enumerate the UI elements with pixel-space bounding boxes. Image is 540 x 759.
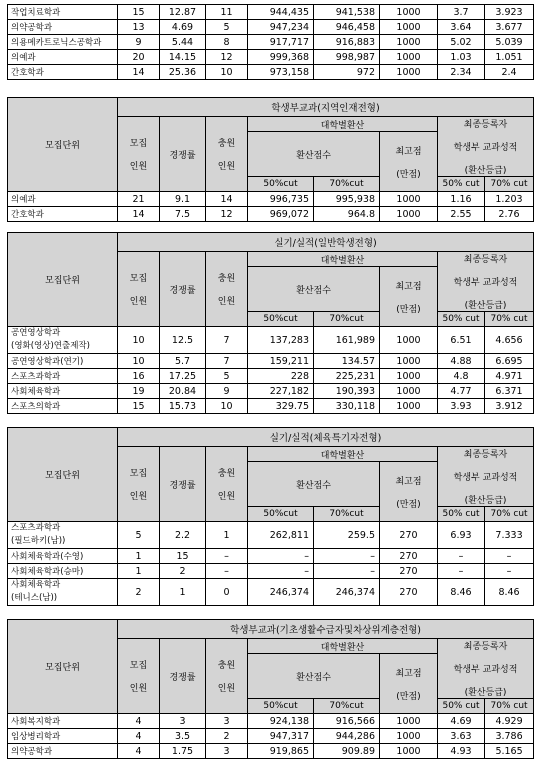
competition-ratio: 4.69 xyxy=(160,20,206,35)
extra-admit: 3 xyxy=(206,714,248,729)
header-max xyxy=(380,132,438,192)
recruit-count: 1 xyxy=(118,549,160,564)
recruit-count: 4 xyxy=(118,729,160,744)
score-cut50: 947,234 xyxy=(248,20,314,35)
score-cut50: 917,717 xyxy=(248,35,314,50)
unit-name: 의예과 xyxy=(8,192,118,207)
recruit-count: 16 xyxy=(118,369,160,384)
grade-cut50: 4.77 xyxy=(438,384,485,399)
header-ratio: 경쟁률 xyxy=(160,447,206,522)
competition-ratio: 17.25 xyxy=(160,369,206,384)
header-final-grade xyxy=(438,447,534,507)
table-row xyxy=(8,192,534,207)
unit-name: 임상병리학과 xyxy=(8,729,118,744)
max-score: 1000 xyxy=(380,5,438,20)
score-cut50: 228 xyxy=(248,369,314,384)
header-final: 최종등록자 xyxy=(463,642,508,652)
score-cut50: 947,317 xyxy=(248,729,314,744)
grade-cut50: 3.7 xyxy=(438,5,485,20)
header-cut70: 70%cut xyxy=(314,177,380,192)
score-cut70: 909.89 xyxy=(314,744,380,759)
table-row xyxy=(8,714,534,729)
header-grade-sub: (환산등급) xyxy=(464,301,507,311)
table-row xyxy=(8,369,534,384)
unit-name-cell xyxy=(8,579,118,606)
score-cut70: 259.5 xyxy=(314,522,380,549)
extra-admit: 1 xyxy=(206,522,248,549)
header-max-line1: 최고점 xyxy=(395,281,422,292)
header-grade-sub: (환산등급) xyxy=(464,688,507,698)
grade-cut70: 5.165 xyxy=(485,744,534,759)
competition-ratio: 5.44 xyxy=(160,35,206,50)
header-ratio: 경쟁률 xyxy=(160,117,206,192)
header-unit: 모집단위 xyxy=(8,428,118,522)
max-score: 270 xyxy=(380,522,438,549)
header-score: 환산점수 xyxy=(248,132,380,177)
extra-admit: 7 xyxy=(206,354,248,369)
header-recruit-line2: 인원 xyxy=(129,297,148,307)
header-grade-cut70: 70% cut xyxy=(485,177,534,192)
unit-name: 사회복지학과 xyxy=(8,714,118,729)
header-grade-cut70: 70% cut xyxy=(485,699,534,714)
header-converted: 대학별환산 xyxy=(248,252,438,267)
recruit-count: 4 xyxy=(118,714,160,729)
score-cut50: 999,368 xyxy=(248,50,314,65)
table-row xyxy=(8,20,534,35)
table-row xyxy=(8,579,534,606)
max-score: 1000 xyxy=(380,65,438,80)
header-score: 환산점수 xyxy=(248,267,380,312)
grade-cut70: 5.039 xyxy=(485,35,534,50)
score-cut70: 944,286 xyxy=(314,729,380,744)
grade-cut70: 7.333 xyxy=(485,522,534,549)
max-score: 1000 xyxy=(380,729,438,744)
competition-ratio: 3 xyxy=(160,714,206,729)
grade-cut70: 6.371 xyxy=(485,384,534,399)
recruit-count: 14 xyxy=(118,207,160,222)
max-score: 1000 xyxy=(380,744,438,759)
unit-name: 스포츠의학과 xyxy=(8,399,118,414)
table-row xyxy=(8,729,534,744)
max-score: 1000 xyxy=(380,20,438,35)
competition-ratio: 20.84 xyxy=(160,384,206,399)
recruit-count: 10 xyxy=(118,327,160,354)
extra-admit: 12 xyxy=(206,50,248,65)
table-row xyxy=(8,35,534,50)
extra-admit: 10 xyxy=(206,399,248,414)
unit-name-detail: (영화(영상)연출제작) xyxy=(11,341,90,351)
max-score: 1000 xyxy=(380,207,438,222)
unit-name: 의약공학과 xyxy=(8,744,118,759)
header-recruit-line1: 모집 xyxy=(129,469,148,479)
grade-cut70: 3.912 xyxy=(485,399,534,414)
header-score: 환산점수 xyxy=(248,462,380,507)
max-score: 1000 xyxy=(380,384,438,399)
score-cut50: 919,865 xyxy=(248,744,314,759)
grade-cut50: 4.88 xyxy=(438,354,485,369)
max-score: 1000 xyxy=(380,192,438,207)
score-cut50: 137,283 xyxy=(248,327,314,354)
max-score: 270 xyxy=(380,564,438,579)
recruit-count: 20 xyxy=(118,50,160,65)
header-recruit-line2: 인원 xyxy=(129,492,148,502)
header-ratio: 경쟁률 xyxy=(160,252,206,327)
unit-name: 사회체육학과(수영) xyxy=(8,549,118,564)
extra-admit: 12 xyxy=(206,207,248,222)
section-title: 학생부교과(기초생활수급자및차상위계층전형) xyxy=(118,620,534,639)
recruit-count: 4 xyxy=(118,744,160,759)
score-cut70: 161,989 xyxy=(314,327,380,354)
recruit-count: 15 xyxy=(118,5,160,20)
grade-cut50: 4.93 xyxy=(438,744,485,759)
header-recruit xyxy=(118,639,160,714)
recruit-count: 5 xyxy=(118,522,160,549)
grade-cut70: – xyxy=(485,549,534,564)
header-cut50: 50%cut xyxy=(248,312,314,327)
competition-ratio: 2.2 xyxy=(160,522,206,549)
max-score: 270 xyxy=(380,549,438,564)
header-cut70: 70%cut xyxy=(314,507,380,522)
header-max xyxy=(380,654,438,714)
score-cut70: 964.8 xyxy=(314,207,380,222)
extra-admit: 5 xyxy=(206,369,248,384)
competition-ratio: 1 xyxy=(160,579,206,606)
grade-cut70: 1.051 xyxy=(485,50,534,65)
unit-name-detail: (테니스(남)) xyxy=(11,593,58,603)
header-unit: 모집단위 xyxy=(8,98,118,192)
competition-ratio: 15.73 xyxy=(160,399,206,414)
grade-cut50: 6.51 xyxy=(438,327,485,354)
header-max-line1: 최고점 xyxy=(395,668,422,679)
grade-cut70: 4.929 xyxy=(485,714,534,729)
grade-cut50: 3.64 xyxy=(438,20,485,35)
header-converted: 대학별환산 xyxy=(248,639,438,654)
score-cut70: 998,987 xyxy=(314,50,380,65)
header-max xyxy=(380,267,438,327)
header-grade-sub: (환산등급) xyxy=(464,166,507,176)
unit-name: 작업치료학과 xyxy=(8,5,118,20)
header-grade-cut50: 50% cut xyxy=(438,312,485,327)
unit-name-detail: (필드하키(남)) xyxy=(11,536,66,546)
recruit-count: 2 xyxy=(118,579,160,606)
header-extra-line2: 인원 xyxy=(217,684,236,694)
header-max-line1: 최고점 xyxy=(395,476,422,487)
max-score: 1000 xyxy=(380,50,438,65)
extra-admit: 14 xyxy=(206,192,248,207)
header-unit: 모집단위 xyxy=(8,233,118,327)
grade-cut70: 2.76 xyxy=(485,207,534,222)
grade-cut70: 8.46 xyxy=(485,579,534,606)
extra-admit: 2 xyxy=(206,729,248,744)
header-ratio: 경쟁률 xyxy=(160,639,206,714)
grade-cut70: 1.203 xyxy=(485,192,534,207)
score-cut70: 134.57 xyxy=(314,354,380,369)
header-recruit-line2: 인원 xyxy=(129,162,148,172)
header-grade-cut50: 50% cut xyxy=(438,507,485,522)
extra-admit: – xyxy=(206,564,248,579)
header-final-grade xyxy=(438,639,534,699)
table-row xyxy=(8,744,534,759)
extra-admit: 9 xyxy=(206,384,248,399)
score-cut70: – xyxy=(314,549,380,564)
header-extra xyxy=(206,252,248,327)
score-cut50: 246,374 xyxy=(248,579,314,606)
grade-cut70: – xyxy=(485,564,534,579)
unit-name-cell xyxy=(8,327,118,354)
header-max-line2: (만점) xyxy=(396,169,421,180)
grade-cut70: 3.923 xyxy=(485,5,534,20)
grade-cut50: 1.03 xyxy=(438,50,485,65)
score-cut70: 946,458 xyxy=(314,20,380,35)
header-max-line2: (만점) xyxy=(396,691,421,702)
header-extra-line1: 충원 xyxy=(217,469,236,479)
grade-cut50: 5.02 xyxy=(438,35,485,50)
unit-name: 공연영상학과 xyxy=(11,328,61,338)
grade-cut50: 4.69 xyxy=(438,714,485,729)
table-row xyxy=(8,327,534,354)
recruit-count: 15 xyxy=(118,399,160,414)
header-unit: 모집단위 xyxy=(8,620,118,714)
unit-name: 의예과 xyxy=(8,50,118,65)
score-cut70: 941,538 xyxy=(314,5,380,20)
competition-ratio: 15 xyxy=(160,549,206,564)
grade-cut70: 3.786 xyxy=(485,729,534,744)
header-grade: 학생부 교과성적 xyxy=(453,143,518,153)
table-row xyxy=(8,50,534,65)
header-grade-cut50: 50% cut xyxy=(438,177,485,192)
grade-cut70: 4.656 xyxy=(485,327,534,354)
header-final-grade xyxy=(438,252,534,312)
header-score: 환산점수 xyxy=(248,654,380,699)
header-extra-line1: 충원 xyxy=(217,661,236,671)
max-score: 1000 xyxy=(380,714,438,729)
header-max-line2: (만점) xyxy=(396,499,421,510)
header-grade-sub: (환산등급) xyxy=(464,496,507,506)
table-section-1 xyxy=(7,97,534,222)
header-final: 최종등록자 xyxy=(463,120,508,130)
max-score: 1000 xyxy=(380,399,438,414)
table-section-4 xyxy=(7,619,534,759)
grade-cut50: 2.55 xyxy=(438,207,485,222)
competition-ratio: 12.87 xyxy=(160,5,206,20)
recruit-count: 14 xyxy=(118,65,160,80)
header-grade-cut70: 70% cut xyxy=(485,312,534,327)
table-section-3 xyxy=(7,427,534,606)
recruit-count: 19 xyxy=(118,384,160,399)
score-cut50: 969,072 xyxy=(248,207,314,222)
unit-name: 사회체육학과(승마) xyxy=(8,564,118,579)
max-score: 1000 xyxy=(380,369,438,384)
header-cut70: 70%cut xyxy=(314,312,380,327)
header-max-line2: (만점) xyxy=(396,304,421,315)
competition-ratio: 12.5 xyxy=(160,327,206,354)
score-cut70: 972 xyxy=(314,65,380,80)
extra-admit: 11 xyxy=(206,5,248,20)
unit-name: 스포츠과학과 xyxy=(11,523,61,533)
extra-admit: 7 xyxy=(206,327,248,354)
header-grade-cut50: 50% cut xyxy=(438,699,485,714)
max-score: 1000 xyxy=(380,354,438,369)
header-cut50: 50%cut xyxy=(248,507,314,522)
grade-cut50: 1.16 xyxy=(438,192,485,207)
grade-cut50: – xyxy=(438,549,485,564)
header-cut50: 50%cut xyxy=(248,177,314,192)
header-recruit-line2: 인원 xyxy=(129,684,148,694)
section-title: 실기/실적(일반학생전형) xyxy=(118,233,534,252)
max-score: 270 xyxy=(380,579,438,606)
score-cut70: – xyxy=(314,564,380,579)
grade-cut70: 2.4 xyxy=(485,65,534,80)
unit-name: 의용메카트로닉스공학과 xyxy=(8,35,118,50)
competition-ratio: 7.5 xyxy=(160,207,206,222)
table-row xyxy=(8,522,534,549)
competition-ratio: 14.15 xyxy=(160,50,206,65)
score-cut50: 973,158 xyxy=(248,65,314,80)
grade-cut50: 4.8 xyxy=(438,369,485,384)
table-row xyxy=(8,384,534,399)
table-row xyxy=(8,564,534,579)
grade-cut70: 4.971 xyxy=(485,369,534,384)
score-cut50: 996,735 xyxy=(248,192,314,207)
header-recruit xyxy=(118,252,160,327)
score-cut50: – xyxy=(248,549,314,564)
extra-admit: 5 xyxy=(206,20,248,35)
score-cut50: 944,435 xyxy=(248,5,314,20)
competition-ratio: 5.7 xyxy=(160,354,206,369)
header-extra xyxy=(206,117,248,192)
header-final: 최종등록자 xyxy=(463,450,508,460)
grade-cut50: 3.63 xyxy=(438,729,485,744)
grade-cut50: 8.46 xyxy=(438,579,485,606)
header-extra xyxy=(206,447,248,522)
section-title: 학생부교과(지역인재전형) xyxy=(118,98,534,117)
score-cut50: 227,182 xyxy=(248,384,314,399)
recruit-count: 1 xyxy=(118,564,160,579)
score-cut50: 329.75 xyxy=(248,399,314,414)
score-cut70: 916,566 xyxy=(314,714,380,729)
header-final: 최종등록자 xyxy=(463,255,508,265)
header-grade: 학생부 교과성적 xyxy=(453,473,518,483)
table-row xyxy=(8,549,534,564)
recruit-count: 10 xyxy=(118,354,160,369)
header-extra-line2: 인원 xyxy=(217,162,236,172)
grade-cut70: 6.695 xyxy=(485,354,534,369)
score-cut70: 916,883 xyxy=(314,35,380,50)
competition-ratio: 25.36 xyxy=(160,65,206,80)
score-cut50: – xyxy=(248,564,314,579)
score-cut50: 924,138 xyxy=(248,714,314,729)
extra-admit: 10 xyxy=(206,65,248,80)
header-converted: 대학별환산 xyxy=(248,447,438,462)
unit-name: 의약공학과 xyxy=(8,20,118,35)
header-extra-line2: 인원 xyxy=(217,492,236,502)
header-max-line1: 최고점 xyxy=(395,146,422,157)
header-extra xyxy=(206,639,248,714)
table-top-continuation xyxy=(7,4,534,80)
competition-ratio: 3.5 xyxy=(160,729,206,744)
table-row xyxy=(8,207,534,222)
header-cut50: 50%cut xyxy=(248,699,314,714)
header-max xyxy=(380,462,438,522)
recruit-count: 13 xyxy=(118,20,160,35)
section-title: 실기/실적(체육특기자전형) xyxy=(118,428,534,447)
header-grade: 학생부 교과성적 xyxy=(453,665,518,675)
grade-cut70: 3.677 xyxy=(485,20,534,35)
score-cut70: 246,374 xyxy=(314,579,380,606)
header-cut70: 70%cut xyxy=(314,699,380,714)
unit-name: 사회체육학과 xyxy=(11,580,61,590)
score-cut70: 225,231 xyxy=(314,369,380,384)
table-row xyxy=(8,5,534,20)
max-score: 1000 xyxy=(380,35,438,50)
header-recruit-line1: 모집 xyxy=(129,661,148,671)
table-section-2 xyxy=(7,232,534,414)
score-cut50: 262,811 xyxy=(248,522,314,549)
header-grade: 학생부 교과성적 xyxy=(453,278,518,288)
unit-name: 간호학과 xyxy=(8,65,118,80)
unit-name: 사회체육학과 xyxy=(8,384,118,399)
grade-cut50: – xyxy=(438,564,485,579)
header-recruit-line1: 모집 xyxy=(129,274,148,284)
score-cut70: 330,118 xyxy=(314,399,380,414)
grade-cut50: 3.93 xyxy=(438,399,485,414)
unit-name: 스포츠과학과 xyxy=(8,369,118,384)
header-recruit xyxy=(118,117,160,192)
header-recruit xyxy=(118,447,160,522)
recruit-count: 9 xyxy=(118,35,160,50)
score-cut70: 190,393 xyxy=(314,384,380,399)
score-cut70: 995,938 xyxy=(314,192,380,207)
header-converted: 대학별환산 xyxy=(248,117,438,132)
table-row xyxy=(8,65,534,80)
max-score: 1000 xyxy=(380,327,438,354)
recruit-count: 21 xyxy=(118,192,160,207)
extra-admit: – xyxy=(206,549,248,564)
table-row xyxy=(8,399,534,414)
extra-admit: 3 xyxy=(206,744,248,759)
header-extra-line1: 충원 xyxy=(217,274,236,284)
unit-name: 공연영상학과(연기) xyxy=(8,354,118,369)
header-recruit-line1: 모집 xyxy=(129,139,148,149)
unit-name: 간호학과 xyxy=(8,207,118,222)
competition-ratio: 9.1 xyxy=(160,192,206,207)
score-cut50: 159,211 xyxy=(248,354,314,369)
competition-ratio: 1.75 xyxy=(160,744,206,759)
extra-admit: 8 xyxy=(206,35,248,50)
grade-cut50: 2.34 xyxy=(438,65,485,80)
header-extra-line2: 인원 xyxy=(217,297,236,307)
header-final-grade xyxy=(438,117,534,177)
header-extra-line1: 충원 xyxy=(217,139,236,149)
competition-ratio: 2 xyxy=(160,564,206,579)
extra-admit: 0 xyxy=(206,579,248,606)
unit-name-cell xyxy=(8,522,118,549)
header-grade-cut70: 70% cut xyxy=(485,507,534,522)
table-row xyxy=(8,354,534,369)
grade-cut50: 6.93 xyxy=(438,522,485,549)
